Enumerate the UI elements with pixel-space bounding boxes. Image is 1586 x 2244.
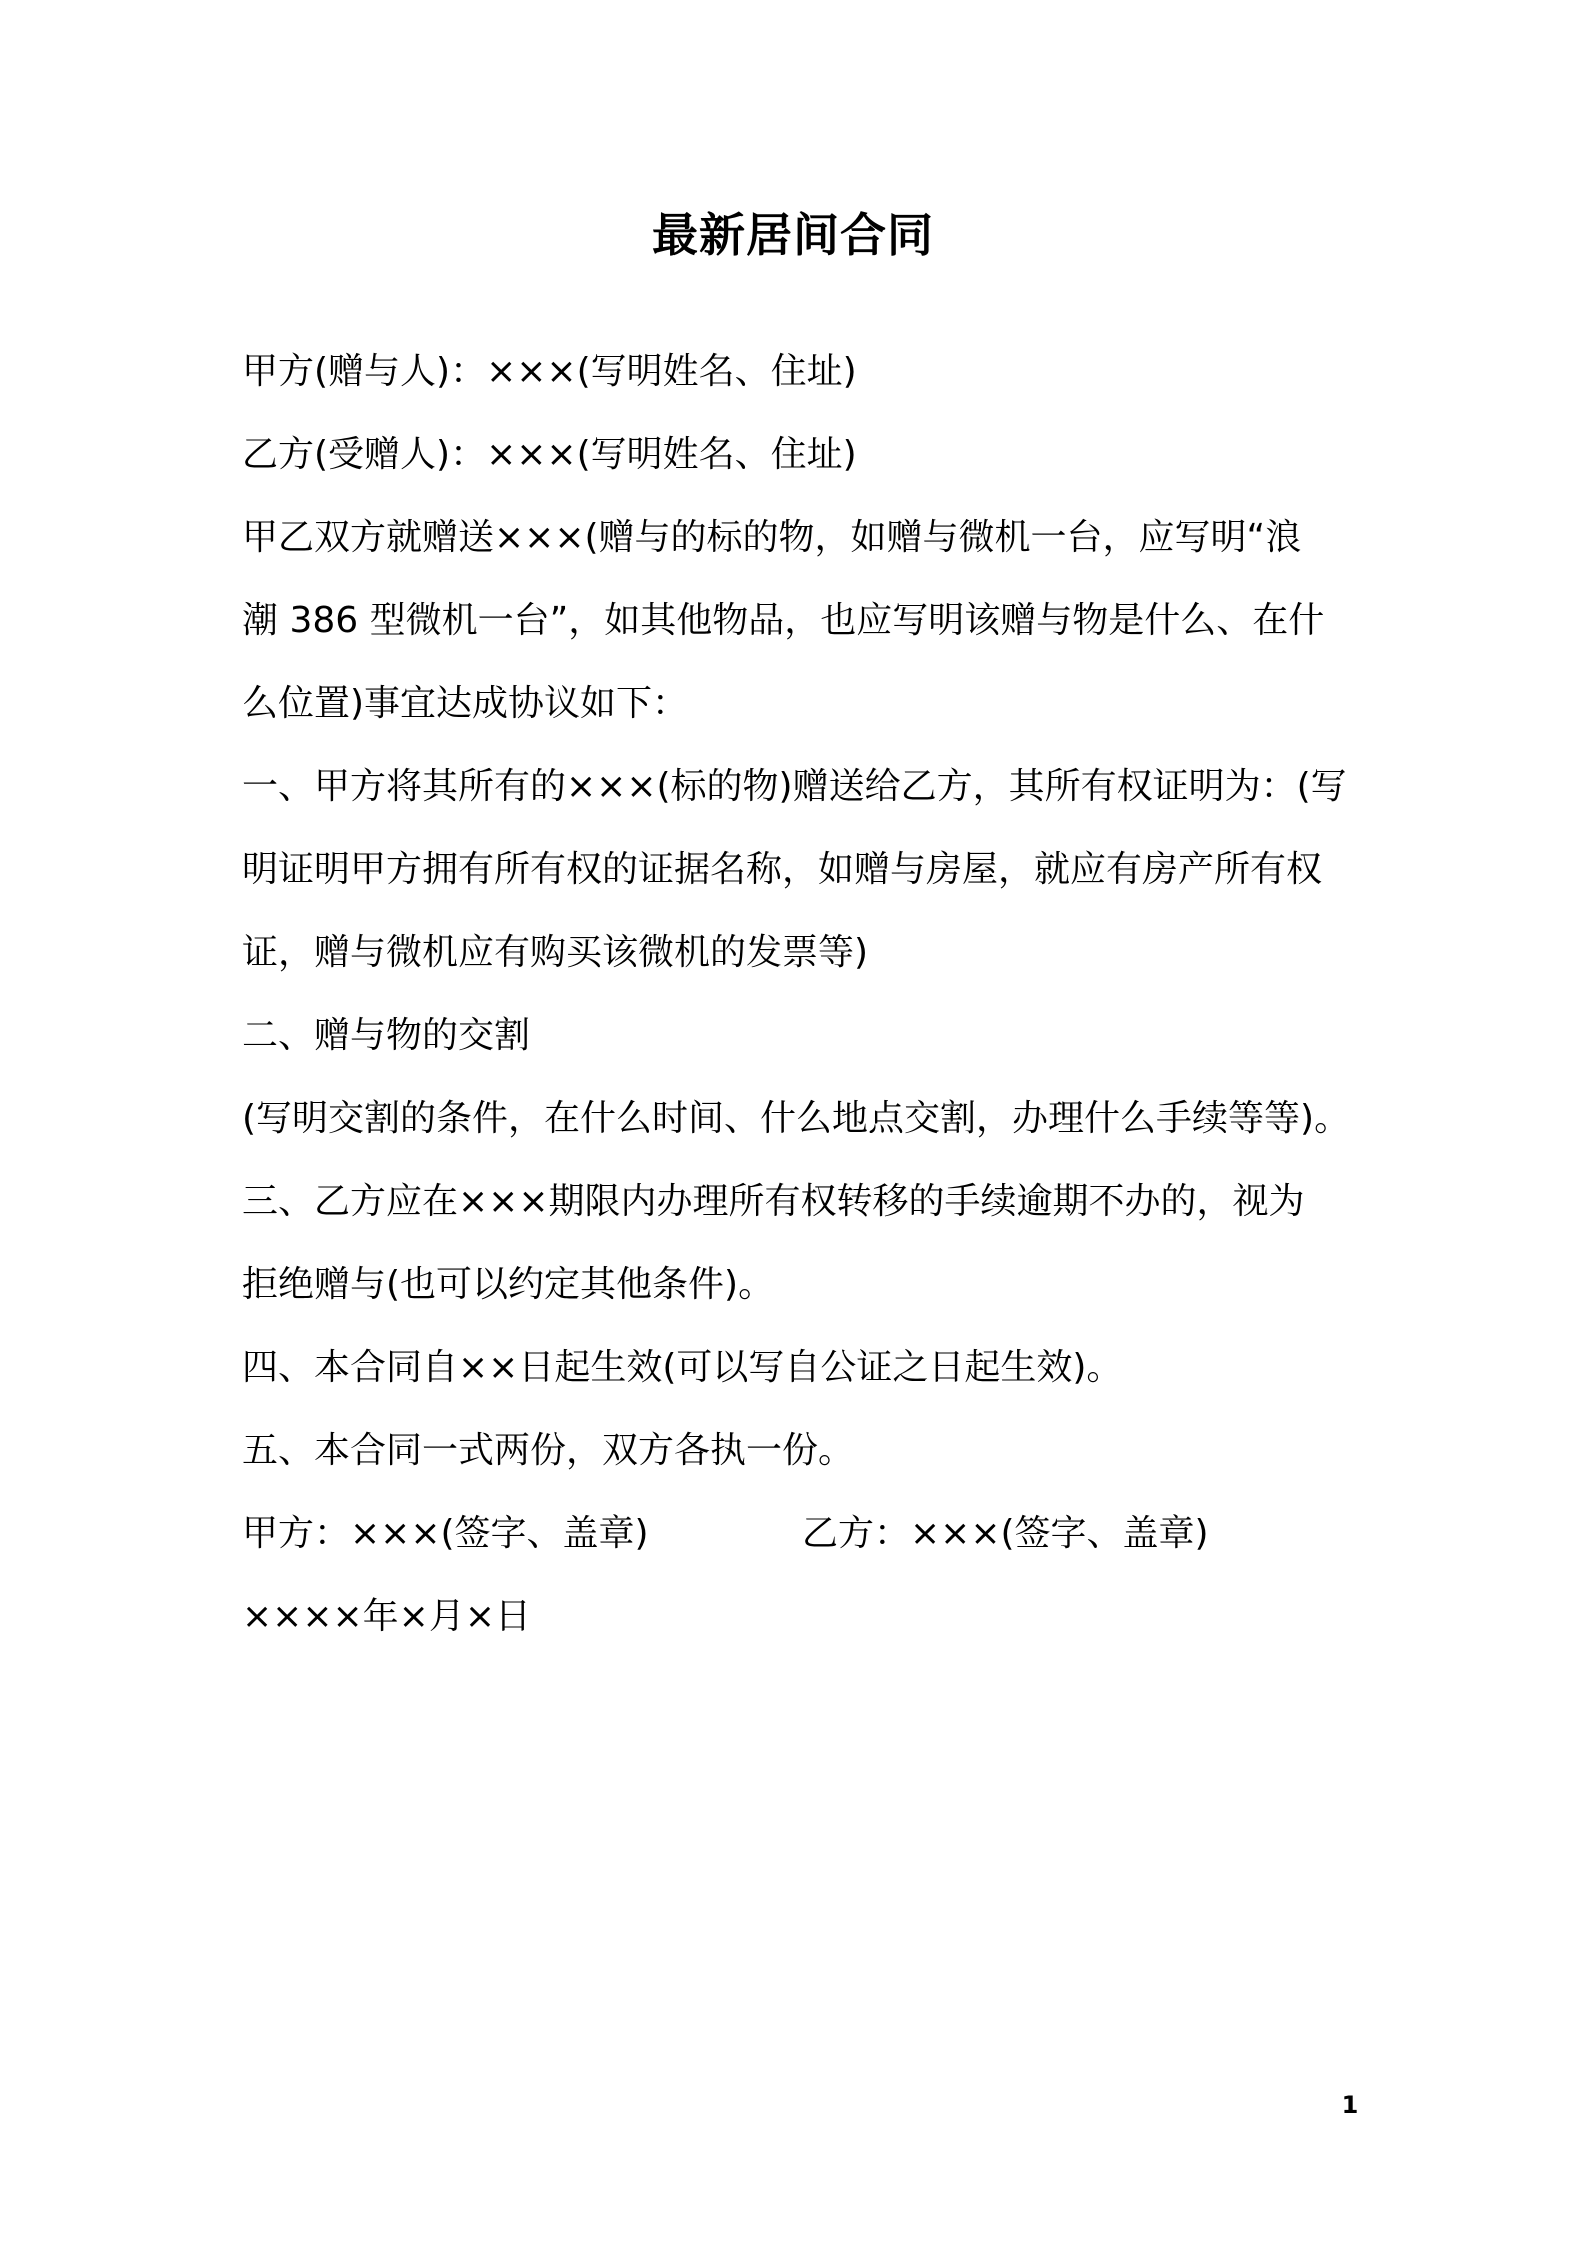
page-number: 1	[1341, 2091, 1359, 2119]
document-title: 最新居间合同	[652, 208, 934, 262]
clause-2-detail: (写明交割的条件，在什么时间、什么地点交割，办理什么手续等等)。	[242, 1098, 1351, 1139]
party-b-signature: 乙方：×××(签字、盖章)	[802, 1513, 1209, 1554]
clause-1-line-2: 明证明甲方拥有所有权的证据名称，如赠与房屋，就应有房产所有权	[242, 849, 1323, 890]
intro-line-2: 潮 386 型微机一台”，如其他物品，也应写明该赠与物是什么、在什	[242, 600, 1325, 641]
clause-3-line-2: 拒绝赠与(也可以约定其他条件)。	[242, 1264, 775, 1305]
signature-row	[242, 1492, 1362, 1575]
party-b-line: 乙方(受赠人)：×××(写明姓名、住址)	[242, 434, 857, 475]
clause-5-line: 五、本合同一式两份，双方各执一份。	[242, 1430, 855, 1471]
clause-4-line: 四、本合同自××日起生效(可以写自公证之日起生效)。	[242, 1347, 1123, 1388]
clause-3-line-1: 三、乙方应在×××期限内办理所有权转移的手续逾期不办的，视为	[242, 1181, 1305, 1222]
clause-1-line-1: 一、甲方将其所有的×××(标的物)赠送给乙方，其所有权证明为：(写	[242, 766, 1347, 807]
party-a-line: 甲方(赠与人)：×××(写明姓名、住址)	[242, 351, 857, 392]
party-a-signature: 甲方：×××(签字、盖章)	[242, 1513, 649, 1554]
clause-1-line-3: 证，赠与微机应有购买该微机的发票等)	[242, 932, 869, 973]
clause-2-heading: 二、赠与物的交割	[242, 1015, 531, 1056]
intro-line-3: 么位置)事宜达成协议如下：	[242, 683, 689, 724]
signing-date: ××××年×月×日	[242, 1596, 531, 1637]
intro-line-1: 甲乙双方就赠送×××(赠与的标的物，如赠与微机一台，应写明“浪	[242, 517, 1302, 558]
document-body	[242, 330, 1362, 1658]
